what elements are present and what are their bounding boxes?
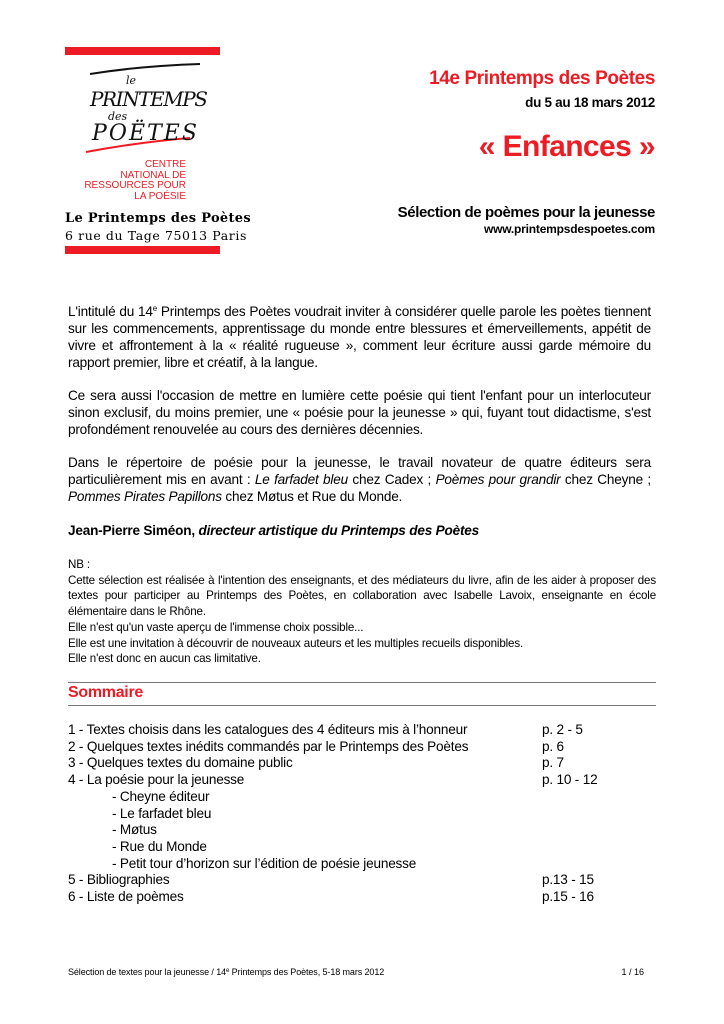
author-signature — [68, 522, 651, 539]
publisher-collection: Le farfadet bleu — [254, 472, 348, 487]
toc-page: p. 6 — [542, 738, 564, 754]
toc-item[interactable] — [68, 872, 628, 889]
edition-title: 14e Printemps des Poètes — [429, 68, 655, 89]
toc-subitem[interactable] — [68, 806, 628, 823]
text: chez Cheyne ; — [560, 472, 651, 487]
toc-page: p. 2 - 5 — [542, 722, 583, 737]
centre-line: CENTRE — [144, 159, 186, 170]
page-number: 1 / 16 — [621, 967, 644, 977]
nb-line: Elle est une invitation à découvrir de nouveaux auteurs et les multiples recueils disponibles. — [68, 636, 524, 650]
event-dates: du 5 au 18 mars 2012 — [525, 95, 655, 110]
logo-bottom-bar — [65, 246, 220, 254]
toc-page: p.13 - 15 — [542, 872, 594, 888]
toc-item[interactable] — [68, 739, 628, 756]
toc-label: 1 - Textes choisis dans les catalogues des 4 éditeurs mis à l’honneur — [68, 722, 468, 737]
footer-text — [68, 967, 384, 977]
toc-label: 2 - Quelques textes inédits commandés par le Printemps des Poètes — [68, 738, 469, 754]
org-address: 6 rue du Tage 75013 Paris — [65, 228, 247, 243]
centre-line: NATIONAL DE — [120, 169, 186, 181]
text: chez Cadex ; — [347, 472, 436, 487]
text: chez Møtus et Rue du Monde. — [221, 489, 403, 504]
publisher-collection: Poèmes pour grandir — [435, 472, 561, 487]
sommaire-top-rule — [68, 682, 656, 683]
intro-paragraph-2: Ce sera aussi l'occasion de mettre en lumière cette poésie qui tient l'enfant pour un interlocuteur sinon exclusif, du moins premier, une « poésie pour la jeunesse » qui, fuyant tout didactisme, s'est profondément renouvelée au cours des dernières décennies. — [68, 388, 651, 437]
publisher-collection: Pommes Pirates Papillons — [68, 489, 222, 504]
text: Sélection de textes pour la jeunesse / 14 — [68, 967, 227, 977]
intro-section — [68, 303, 651, 539]
nb-line: Elle n'est qu'un vaste aperçu de l'immense choix possible... — [68, 620, 364, 634]
text: L'intitulé du 14 — [68, 304, 153, 319]
toc-label: - Møtus — [112, 822, 157, 838]
toc-item[interactable] — [68, 755, 628, 772]
logo-script — [80, 60, 230, 160]
logo-centre-text — [80, 160, 186, 202]
document-subtitle: Sélection de poèmes pour la jeunesse — [397, 204, 655, 221]
website-link[interactable]: www.printempsdespoetes.com — [483, 222, 655, 236]
toc-label: 6 - Liste de poèmes — [68, 889, 184, 905]
intro-paragraph-3 — [68, 454, 651, 505]
centre-line: LA POÉSIE — [134, 190, 186, 202]
nb-line: Cette sélection est réalisée à l'intention des enseignants, et des médiateurs du livre, afin de les aider à proposer des textes pour participer au Printemps des Poètes, en collaboration avec Isabelle Lavoix, enseignante en école élémentaire dans le Rhône. — [68, 573, 656, 619]
toc-subitem[interactable] — [68, 822, 628, 839]
centre-line: RESSOURCES POUR — [84, 180, 186, 191]
logo-top-bar — [65, 47, 220, 55]
toc-label: 5 - Bibliographies — [68, 872, 170, 888]
superscript: e — [226, 968, 230, 974]
toc-label: 4 - La poésie pour la jeunesse — [68, 772, 245, 788]
logo-script-printemps: PRINTEMPS — [90, 87, 208, 111]
toc-label: - Rue du Monde — [112, 838, 207, 854]
toc-label: - Cheyne éditeur — [112, 788, 210, 804]
sommaire-title: Sommaire — [68, 684, 143, 701]
theme-title: « Enfances » — [478, 130, 655, 163]
toc-item[interactable] — [68, 772, 628, 789]
toc-page: p.15 - 16 — [542, 889, 594, 905]
toc-subitem[interactable] — [68, 856, 628, 873]
table-of-contents — [68, 722, 628, 906]
text: Dans le répertoire de poésie pour la jeunesse, le travail novateur de quatre éditeurs sera particulièrement mis en avant : — [68, 455, 651, 487]
logo-script-des: des — [108, 110, 128, 123]
text: Printemps des Poètes, 5-18 mars 2012 — [229, 967, 385, 977]
toc-label: - Le farfadet bleu — [112, 805, 212, 821]
sommaire-bottom-rule — [68, 705, 656, 706]
toc-label: - Petit tour d’horizon sur l’édition de poésie jeunesse — [112, 855, 417, 871]
toc-label: 3 - Quelques textes du domaine public — [68, 755, 293, 771]
toc-subitem[interactable] — [68, 789, 628, 806]
text: Printemps des Poètes voudrait inviter à considérer quelle parole les poètes tiennent sur les commencements, apprentissage du monde entre blessures et émerveillements, appétit de vivre et affrontement à la « réalité rugueuse », comment leur écriture aussi garde mémoire du rapport premier, libre et créatif, à la langue. — [68, 304, 651, 370]
author-role: directeur artistique du Printemps des Poètes — [194, 523, 480, 538]
toc-page: p. 7 — [542, 755, 564, 771]
nb-section — [68, 557, 656, 667]
toc-page: p. 10 - 12 — [542, 772, 598, 788]
toc-item[interactable] — [68, 722, 628, 739]
logo-script-poetes: POËTES — [92, 121, 197, 146]
nb-label: NB : — [68, 558, 90, 571]
org-name: Le Printemps des Poètes — [65, 211, 251, 226]
toc-item[interactable] — [68, 889, 628, 906]
intro-paragraph-1 — [68, 303, 651, 371]
author-name: Jean-Pierre Siméon, — [68, 523, 195, 538]
nb-line: Elle n'est donc en aucun cas limitative. — [68, 652, 261, 666]
toc-subitem[interactable] — [68, 839, 628, 856]
logo-script-le: le — [126, 74, 137, 87]
superscript: e — [152, 304, 157, 313]
